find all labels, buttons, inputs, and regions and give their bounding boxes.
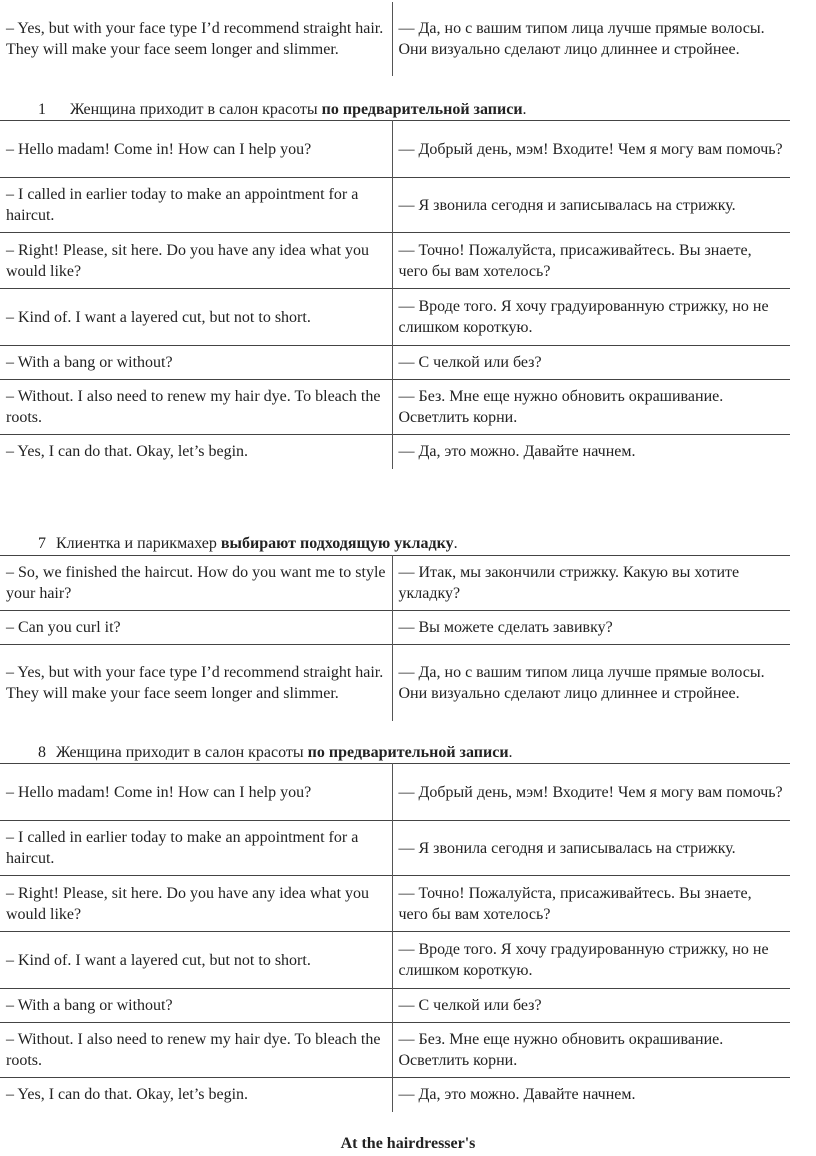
russian-line: — Да, это можно. Давайте начнем. xyxy=(398,443,636,461)
russian-line: — Я звонила сегодня и записывалась на стрижку. xyxy=(398,839,736,857)
top-dialogue-table xyxy=(0,2,790,76)
section-number: 7 xyxy=(38,535,46,552)
table-row xyxy=(0,1078,790,1112)
english-line: – Without. I also need to renew my hair dye. To bleach the roots. xyxy=(0,1023,392,1078)
english-line: – I called in earlier today to make an appointment for a haircut. xyxy=(0,821,392,876)
table-row xyxy=(0,556,790,611)
english-line: – I called in earlier today to make an appointment for a haircut. xyxy=(0,178,392,233)
table-row xyxy=(0,1023,790,1078)
heading-bold: по предварительной записи xyxy=(307,744,509,761)
english-line: – So, we finished the haircut. How do you want me to style your hair? xyxy=(0,556,392,611)
section-7-heading xyxy=(38,533,458,554)
english-line: – Yes, but with your face type I’d recommend straight hair. They will make your face seem longer and slimmer. xyxy=(0,2,392,76)
table-row xyxy=(0,876,790,932)
english-line: – With a bang or without? xyxy=(0,346,392,380)
table-row xyxy=(0,645,790,721)
english-line: – Can you curl it? xyxy=(0,611,392,645)
section-number: 1 xyxy=(38,101,46,118)
english-line: – Hello madam! Come in! How can I help you? xyxy=(0,764,392,821)
table-row xyxy=(0,932,790,989)
russian-line: — С челкой или без? xyxy=(398,997,542,1014)
heading-suffix: . xyxy=(522,101,527,118)
heading-suffix: . xyxy=(508,744,513,761)
section-8-table xyxy=(0,763,790,1112)
table-row xyxy=(0,346,790,380)
section-1-table xyxy=(0,120,790,469)
table-row xyxy=(0,821,790,876)
russian-line: — Да, но с вашим типом лица лучше прямые волосы. Они визуально сделают лицо длиннее и стройнее. xyxy=(398,663,765,702)
table-row xyxy=(0,380,790,435)
russian-line: — Итак, мы закончили стрижку. Какую вы хотите укладку? xyxy=(398,564,740,602)
table-row xyxy=(0,435,790,469)
heading-bold: по предварительной записи xyxy=(321,101,523,118)
english-line: – With a bang or without? xyxy=(0,989,392,1023)
russian-line: — С челкой или без? xyxy=(398,354,542,371)
russian-line: — Да, но с вашим типом лица лучше прямые волосы. Они визуально сделают лицо длиннее и стройнее. xyxy=(398,20,765,58)
english-line: – Yes, but with your face type I’d recommend straight hair. They will make your face seem longer and slimmer. xyxy=(0,645,392,721)
russian-line: — Вроде того. Я хочу градуированную стрижку, но не слишком короткую. xyxy=(398,941,769,979)
english-line: – Kind of. I want a layered cut, but not to short. xyxy=(0,932,392,989)
english-line: – Right! Please, sit here. Do you have any idea what you would like? xyxy=(0,233,392,289)
russian-line: — Я звонила сегодня и записывалась на стрижку. xyxy=(398,196,736,214)
russian-line: — Вы можете сделать завивку? xyxy=(398,619,613,636)
section-1-heading xyxy=(38,99,527,120)
table-row xyxy=(0,2,790,76)
english-line: – Hello madam! Come in! How can I help you? xyxy=(0,121,392,178)
section-number: 8 xyxy=(38,744,46,761)
section-7-table xyxy=(0,555,790,721)
heading-text: Женщина приходит в салон красоты xyxy=(56,744,308,761)
table-row xyxy=(0,989,790,1023)
russian-line: — Да, это можно. Давайте начнем. xyxy=(398,1086,636,1104)
russian-line: — Без. Мне еще нужно обновить окрашивание. Осветлить корни. xyxy=(398,1031,724,1069)
heading-text: Клиентка и парикмахер xyxy=(56,535,221,552)
english-line: – Yes, I can do that. Okay, let’s begin. xyxy=(0,1078,392,1112)
table-row xyxy=(0,611,790,645)
heading-text: Женщина приходит в салон красоты xyxy=(70,101,322,118)
english-line: – Yes, I can do that. Okay, let’s begin. xyxy=(0,435,392,469)
russian-line: — Без. Мне еще нужно обновить окрашивание. Осветлить корни. xyxy=(398,388,724,426)
table-row xyxy=(0,289,790,346)
section-8-heading xyxy=(38,742,513,763)
russian-line: — Добрый день, мэм! Входите! Чем я могу вам помочь? xyxy=(398,140,783,158)
english-line: – Without. I also need to renew my hair dye. To bleach the roots. xyxy=(0,380,392,435)
table-row xyxy=(0,233,790,289)
russian-line: — Вроде того. Я хочу градуированную стрижку, но не слишком короткую. xyxy=(398,298,769,336)
russian-line: — Точно! Пожалуйста, присаживайтесь. Вы знаете, чего бы вам хотелось? xyxy=(398,241,752,280)
table-row xyxy=(0,121,790,178)
russian-line: — Точно! Пожалуйста, присаживайтесь. Вы знаете, чего бы вам хотелось? xyxy=(398,884,752,923)
page-title: At the hairdresser's xyxy=(340,1135,476,1152)
english-line: – Kind of. I want a layered cut, but not to short. xyxy=(0,289,392,346)
english-line: – Right! Please, sit here. Do you have any idea what you would like? xyxy=(0,876,392,932)
heading-suffix: . xyxy=(453,535,458,552)
heading-bold: выбирают подходящую укладку xyxy=(220,535,454,552)
table-row xyxy=(0,764,790,821)
table-row xyxy=(0,178,790,233)
russian-line: — Добрый день, мэм! Входите! Чем я могу вам помочь? xyxy=(398,783,783,801)
